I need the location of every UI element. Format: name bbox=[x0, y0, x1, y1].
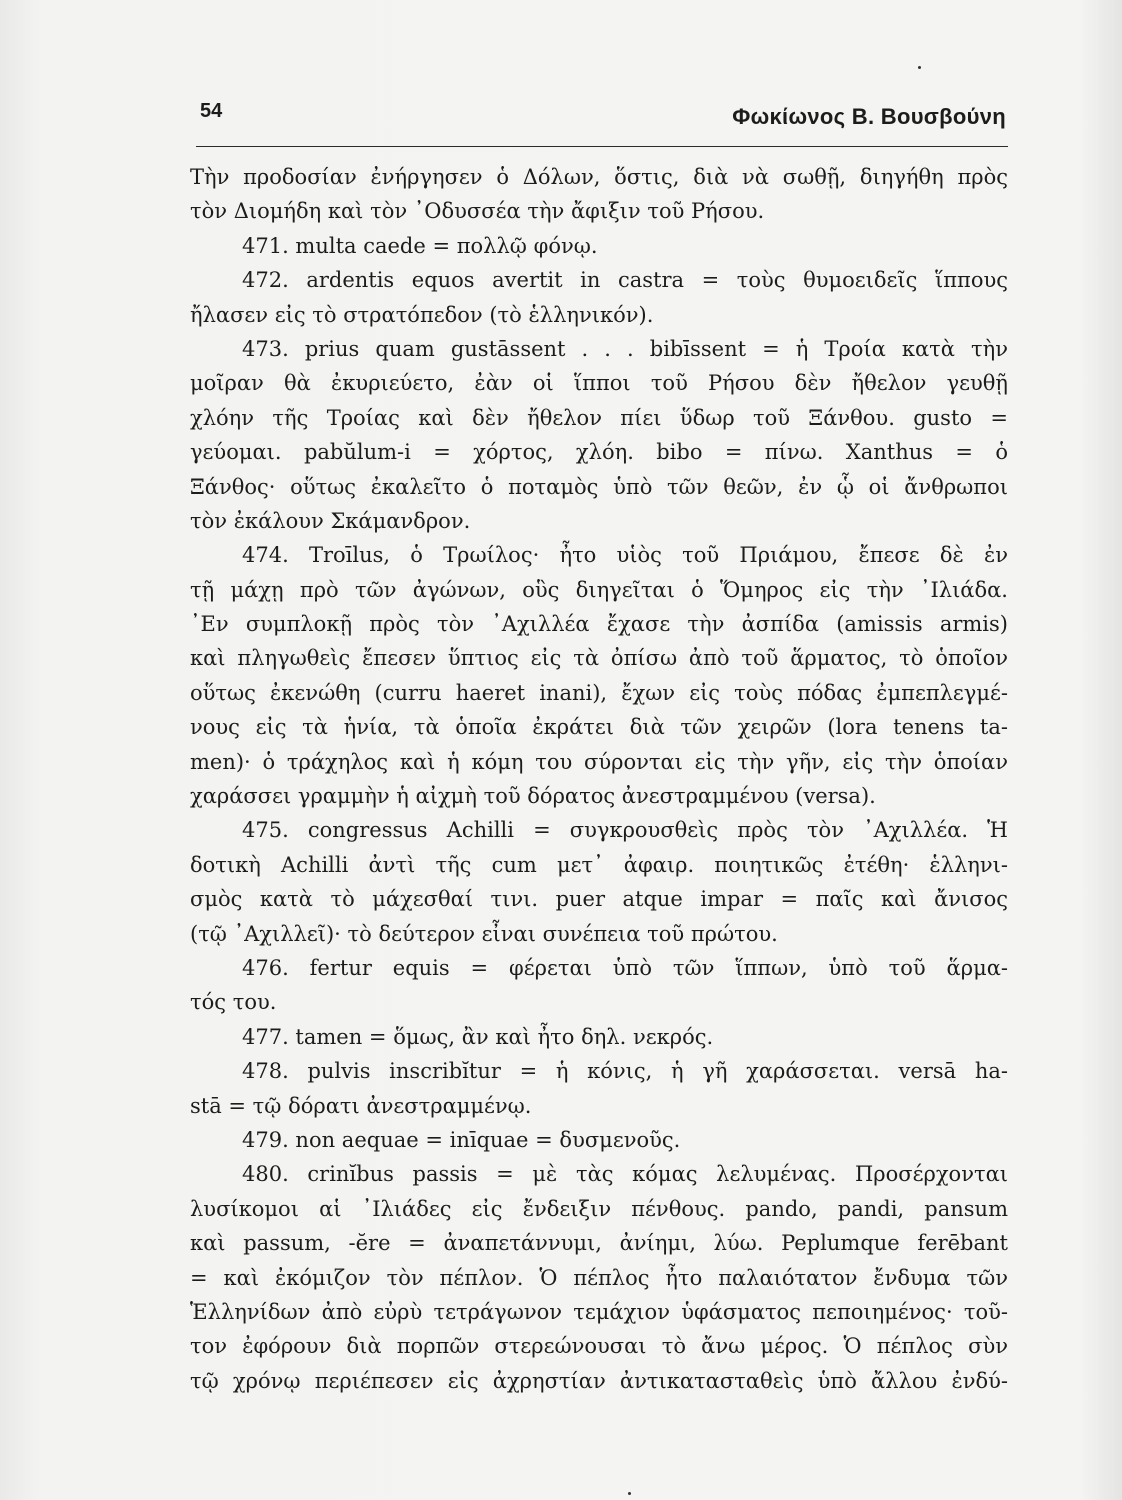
text-line: καὶ πληγωθεὶς ἔπεσεν ὕπτιος εἰς τὰ ὀπίσω ἀπὸ τοῦ ἅρματος, τὸ ὁποῖον bbox=[190, 646, 1008, 671]
text-line: τός του. bbox=[190, 990, 277, 1015]
note-471: 471. multa caede = πολλῷ φόνῳ. bbox=[242, 233, 598, 258]
text-line: χλόην τῆς Τροίας καὶ δὲν ἤθελον πίει ὕδωρ τοῦ Ξάνθου. gusto = bbox=[190, 405, 1008, 430]
text-line: τῷ χρόνῳ περιέπεσεν εἰς ἀχρηστίαν ἀντικατασταθεὶς ὑπὸ ἄλλου ἐνδύ- bbox=[190, 1368, 1008, 1393]
note-478: 478. pulvis inscribĭtur = ἡ κόνις, ἡ γῆ χαράσσεται. versā ha- bbox=[242, 1059, 1008, 1084]
text-line: Ξάνθος· οὕτως ἐκαλεῖτο ὁ ποταμὸς ὑπὸ τῶν θεῶν, ἐν ᾧ οἱ ἄνθρωποι bbox=[190, 474, 1008, 499]
text-line: γεύομαι. pabŭlum-i = χόρτος, χλόη. bibo = πίνω. Xanthus = ὁ bbox=[190, 440, 1008, 465]
text-line: ᾿Εν συμπλοκῇ πρὸς τὸν ᾿Αχιλλέα ἔχασε τὴν ἀσπίδα (amissis armis) bbox=[190, 612, 1008, 637]
note-479: 479. non aequae = inīquae = δυσμενοῦς. bbox=[242, 1127, 681, 1152]
text-line: = καὶ ἐκόμιζον τὸν πέπλον. Ὁ πέπλος ἦτο παλαιότατον ἔνδυμα τῶν bbox=[190, 1265, 1008, 1290]
page-header bbox=[196, 96, 1008, 147]
running-head: Φωκίωνος Β. Βουσβούνη bbox=[732, 104, 1006, 129]
text-line: (τῷ ᾿Αχιλλεῖ)· τὸ δεύτερον εἶναι συνέπεια τοῦ πρώτου. bbox=[190, 921, 778, 946]
text-line: οὕτως ἐκενώθη (curru haeret inani), ἔχων εἰς τοὺς πόδας ἐμπεπλεγμέ- bbox=[190, 680, 1008, 705]
note-474: 474. Troīlus, ὁ Τρωίλος· ἦτο υἱὸς τοῦ Πριάμου, ἔπεσε δὲ ἐν bbox=[242, 543, 1008, 568]
note-476: 476. fertur equis = φέρεται ὑπὸ τῶν ἵππων, ὑπὸ τοῦ ἅρμα- bbox=[242, 955, 1008, 980]
text-line: ἤλασεν εἰς τὸ στρατόπεδον (τὸ ἑλληνικόν). bbox=[190, 302, 654, 327]
text-line: τον ἐφόρουν διὰ πορπῶν στερεώνουσαι τὸ ἄνω μέρος. Ὁ πέπλος σὺν bbox=[190, 1334, 1008, 1359]
note-472: 472. ardentis equos avertit in castra = τοὺς θυμοειδεῖς ἵππους bbox=[242, 268, 1008, 293]
speck-mark bbox=[628, 1492, 631, 1495]
note-475: 475. congressus Achilli = συγκρουσθεὶς πρὸς τὸν ᾿Αχιλλέα. Ἡ bbox=[242, 818, 1008, 843]
text-line: Ἑλληνίδων ἀπὸ εὐρὺ τετράγωνον τεμάχιον ὑφάσματος πεποιημένος· τοῦ- bbox=[190, 1299, 1008, 1324]
text-line: λυσίκομοι αἱ ᾿Ιλιάδες εἰς ἔνδειξιν πένθους. pando, pandi, pansum bbox=[190, 1196, 1008, 1221]
text-line: Τὴν προδοσίαν ἐνήργησεν ὁ Δόλων, ὅστις, διὰ νὰ σωθῇ, διηγήθη πρὸς bbox=[190, 165, 1008, 189]
commentary-text bbox=[190, 160, 1008, 1398]
note-480: 480. crinĭbus passis = μὲ τὰς κόμας λελυμένας. Προσέρχονται bbox=[242, 1162, 1008, 1187]
text-line: τὸν ἐκάλουν Σκάμανδρον. bbox=[190, 508, 471, 533]
text-line: σμὸς κατὰ τὸ μάχεσθαί τινι. puer atque impar = παῖς καὶ ἄνισος bbox=[190, 887, 1008, 912]
text-line: καὶ passum, -ĕre = ἀναπετάννυμι, ἀνίημι, λύω. Peplumque ferēbant bbox=[190, 1231, 1008, 1256]
text-line: νους εἰς τὰ ἡνία, τὰ ὁποῖα ἐκράτει διὰ τῶν χειρῶν (lora tenens ta- bbox=[190, 715, 1008, 740]
text-line: stā = τῷ δόρατι ἀνεστραμμένῳ. bbox=[190, 1093, 532, 1118]
note-473: 473. prius quam gustāssent . . . bibīssent = ἡ Τροία κατὰ τὴν bbox=[242, 336, 1008, 361]
page-number: 54 bbox=[200, 100, 223, 122]
speck-mark bbox=[918, 66, 921, 69]
text-line: χαράσσει γραμμὴν ἡ αἰχμὴ τοῦ δόρατος ἀνεστραμμένου (versa). bbox=[190, 784, 876, 809]
text-line: μοῖραν θὰ ἐκυριεύετο, ἐὰν οἱ ἵπποι τοῦ Ρήσου δὲν ἤθελον γευθῇ bbox=[190, 371, 1008, 396]
text-line: τῇ μάχῃ πρὸ τῶν ἀγώνων, οὓς διηγεῖται ὁ Ὅμηρος εἰς τὴν ᾿Ιλιάδα. bbox=[190, 577, 1008, 602]
text-line: δοτικὴ Achilli ἀντὶ τῆς cum μετ᾿ ἀφαιρ. ποιητικῶς ἐτέθη· ἑλληνι- bbox=[190, 852, 1008, 877]
text-line: men)· ὁ τράχηλος καὶ ἡ κόμη του σύρονται εἰς τὴν γῆν, εἰς τὴν ὁποίαν bbox=[190, 749, 1008, 774]
note-477: 477. tamen = ὅμως, ἂν καὶ ἦτο δηλ. νεκρός. bbox=[242, 1024, 714, 1049]
text-line: τὸν Διομήδη καὶ τὸν ᾿Οδυσσέα τὴν ἄφιξιν τοῦ Ρήσου. bbox=[190, 199, 765, 224]
